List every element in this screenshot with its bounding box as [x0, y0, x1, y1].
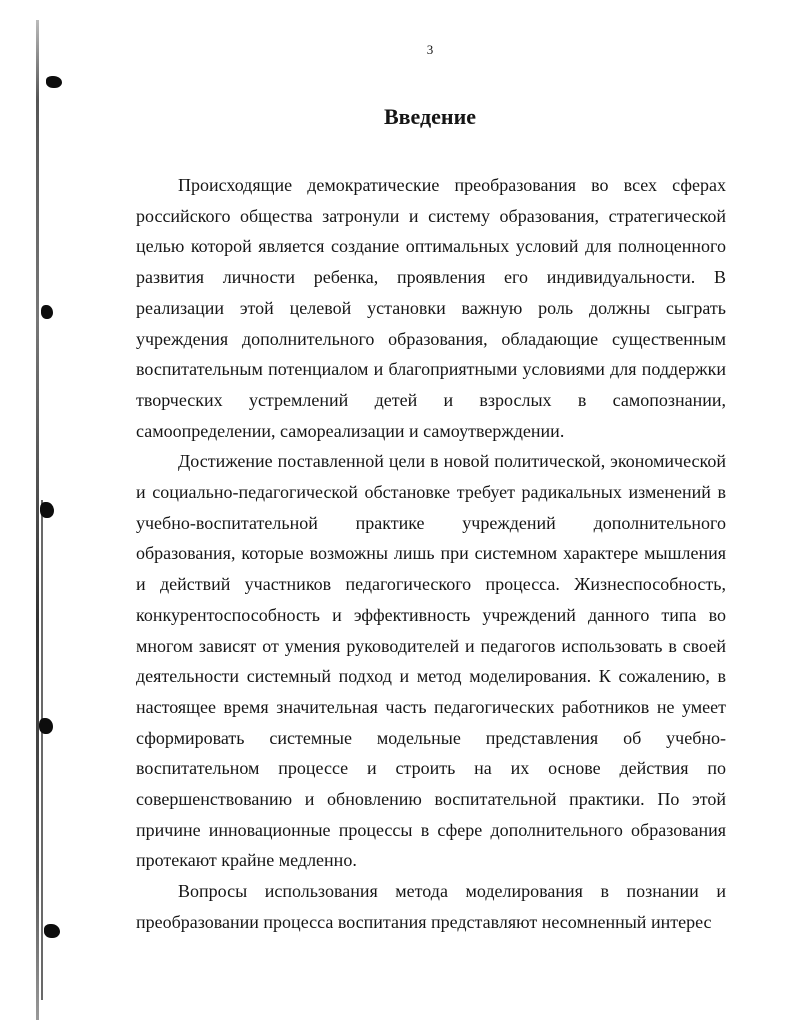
- paragraph-2: Достижение поставленной цели в новой политической, экономической и социально-педагогической обстановке требует радикальных изменений в учебно-воспитательной практике учреждений дополнительного образования, которые возможны лишь при системном характере мышления и действий участников педагогического процесса. Жизнеспособность, конкурентоспособность и эффективность учреждений данного типа во многом зависят от умения руководителей и педагогов использовать в своей деятельности системный подход и метод моделирования. К сожалению, в настоящее время значительная часть педагогических работников не умеет сформировать системные модельные представления об учебно-воспитательном процессе и строить на их основе действия по совершенствованию и обновлению воспитательной практики. По этой причине инновационные процессы в сфере дополнительного образования протекают крайне медленно.: [136, 451, 726, 871]
- page-number: 3: [426, 42, 434, 57]
- binding-edge-line: [41, 500, 43, 1000]
- punch-hole-mark: [44, 924, 60, 938]
- punch-hole-mark: [41, 305, 53, 319]
- punch-hole-mark: [46, 76, 62, 88]
- binding-edge-shadow: [36, 20, 39, 1020]
- paragraph-1: Происходящие демократические преобразования во всех сферах российского общества затронули и систему образования, стратегической целью которой является создание оптимальных условий для полноценного развития личности ребенка, проявления его индивидуальности. В реализации этой целевой установки важную роль должны сыграть учреждения дополнительного образования, обладающие существенным воспитательным потенциалом и благоприятными условиями для поддержки творческих устремлений детей и взрослых в самопознании, самоопределении, самореализации и самоутверждении.: [136, 175, 726, 441]
- page-title: Введение: [383, 104, 477, 129]
- punch-hole-mark: [39, 718, 53, 734]
- paragraph-3: Вопросы использования метода моделирования в познании и преобразовании процесса воспитания представляют несомненный интерес: [136, 881, 726, 932]
- body-text: [136, 170, 726, 938]
- punch-hole-mark: [40, 502, 54, 518]
